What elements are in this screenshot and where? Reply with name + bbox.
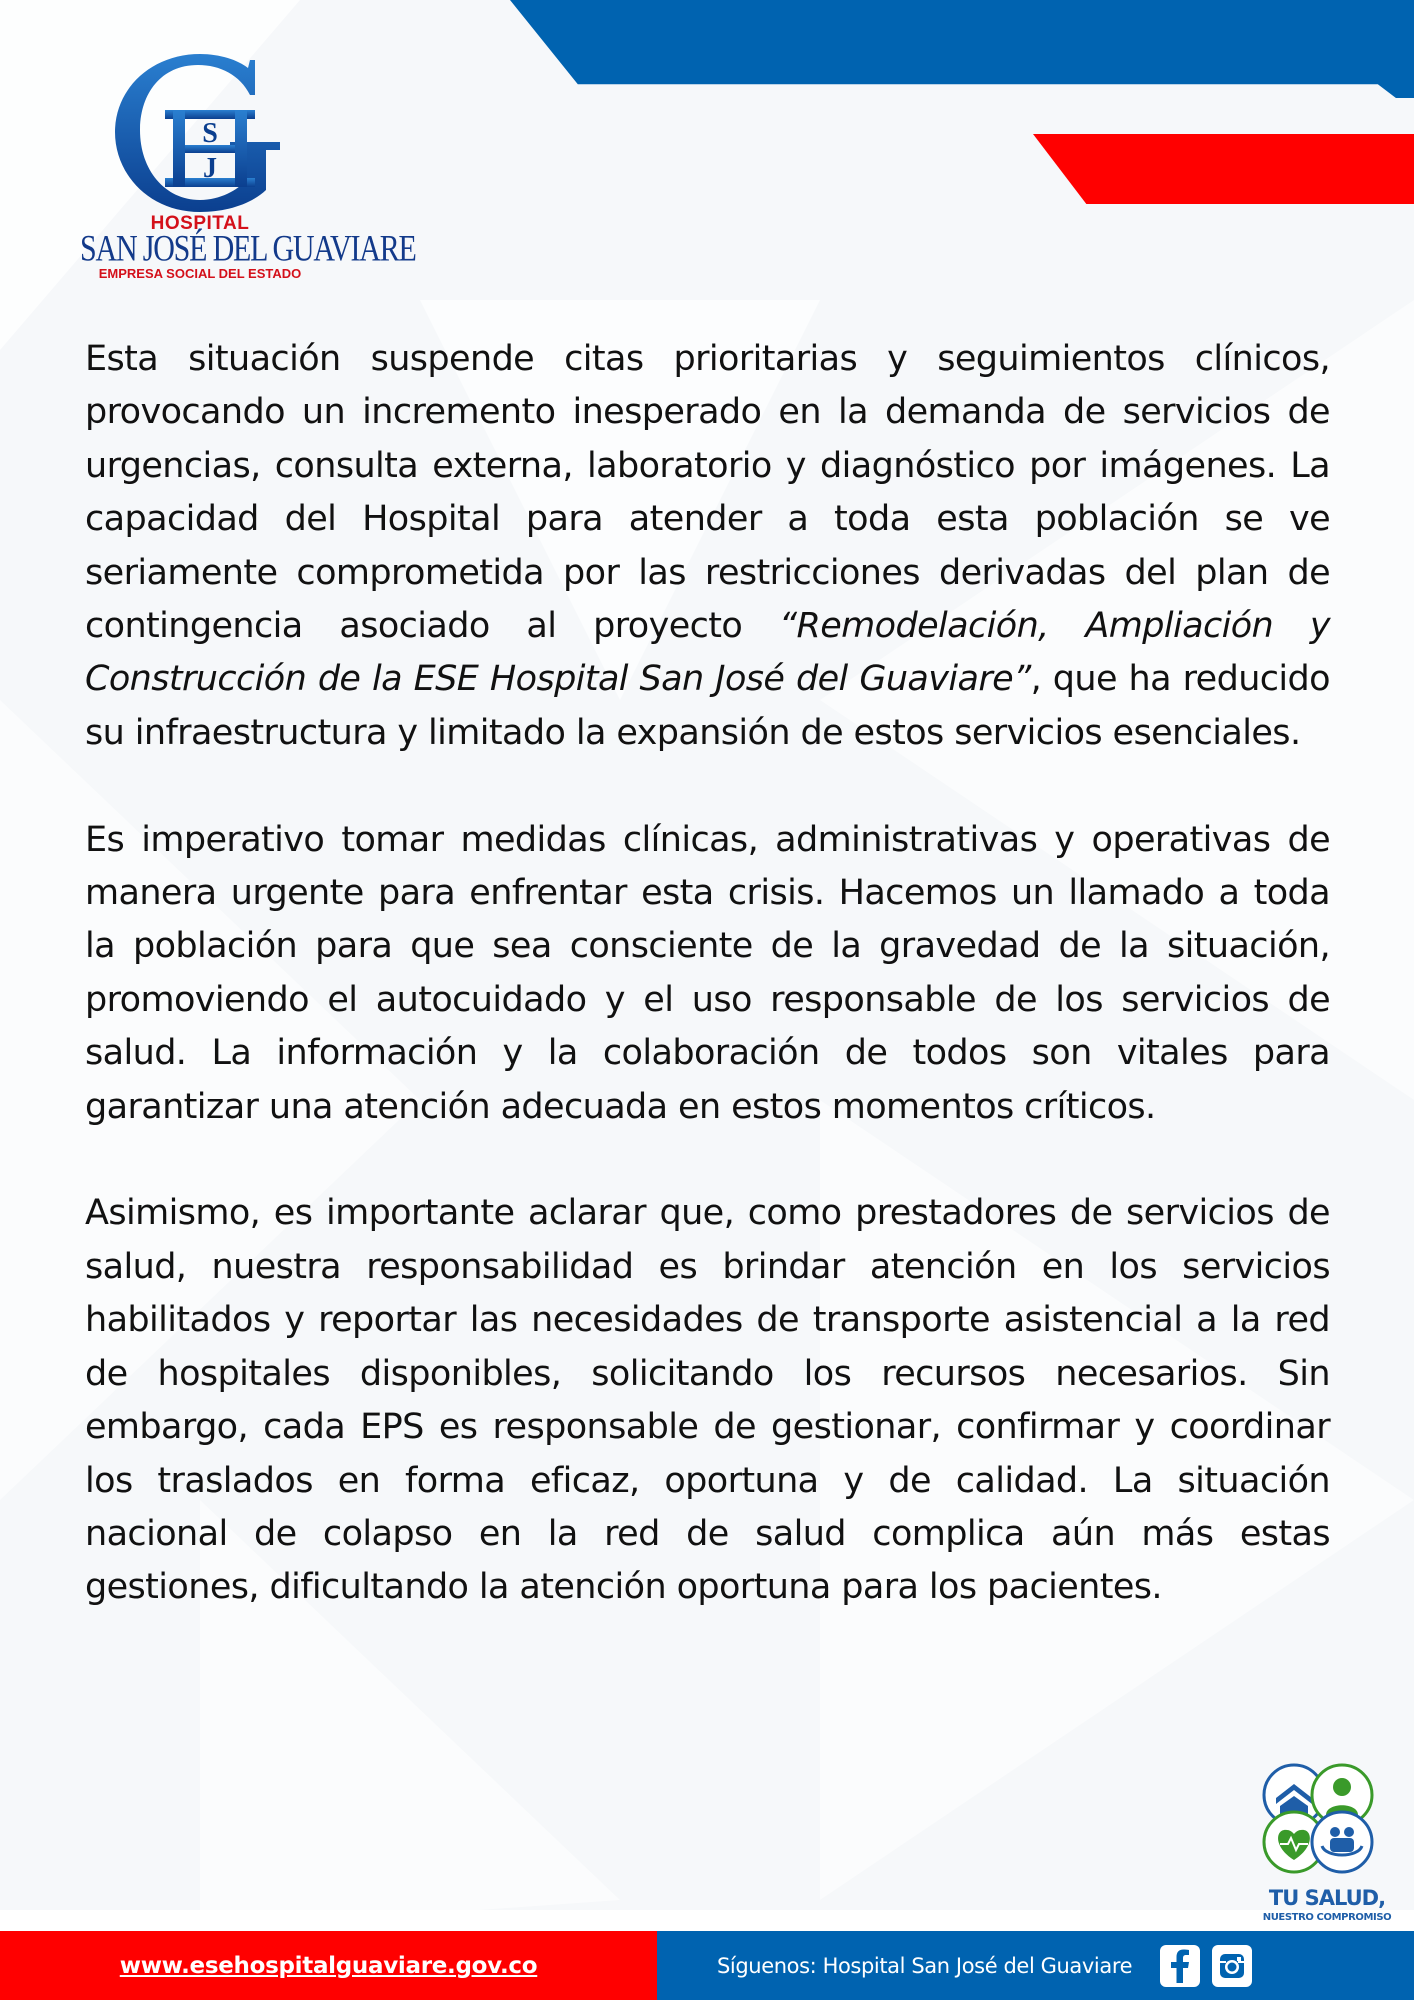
badge-title: TU SALUD,: [1268, 1886, 1386, 1910]
tu-salud-badge: [1252, 1760, 1402, 1930]
svg-text:S: S: [202, 118, 218, 149]
facebook-icon[interactable]: [1160, 1945, 1200, 1987]
document-body: [85, 333, 1330, 1668]
svg-text:J: J: [203, 153, 217, 184]
project-name-quote: “Remodelación, Ampliación y Construcción de la ESE Hospital San José del Guaviare”: [85, 606, 1330, 700]
badge-subtitle: NUESTRO COMPROMISO: [1262, 1912, 1392, 1923]
paragraph-1-intro: Esta situación suspende citas prioritarias y seguimientos clínicos, provocando un incremento inesperado en la demanda de servicios de urgencias, consulta externa, laboratorio y diagnóstico por imágenes. La capacidad del Hospital para atender a toda esta población se ve seriamente comprometida por las restricciones derivadas del plan de contingencia asociado al proyecto: [85, 339, 1330, 647]
paragraph-1-end: , que ha reducido su infraestructura y limitado la expansión de estos servicios esenciales.: [85, 659, 1330, 753]
logo-empresa-text: EMPRESA SOCIAL DEL ESTADO: [98, 266, 302, 281]
logo-name-text: SAN JOSÉ DEL GUAVIARE: [80, 228, 416, 270]
paragraph-2: Es imperativo tomar medidas clínicas, administrativas y operativas de manera urgente para enfrentar esta crisis. Hacemos un llamado a toda la población para que sea consciente de la gravedad de la situación, promoviendo el autocuidado y el uso responsable de los servicios de salud. La información y la colaboración de todos son vitales para garantizar una atención adecuada en estos momentos críticos.: [85, 819, 1330, 1127]
hsjg-monogram-icon: [80, 50, 320, 220]
hospital-logo: [80, 50, 416, 290]
family-care-icon: [1312, 1812, 1372, 1872]
footer: [0, 1931, 1414, 2000]
header-blue-band: [510, 0, 1414, 98]
social-links: [1160, 1945, 1252, 1987]
instagram-icon[interactable]: [1212, 1945, 1252, 1987]
website-link[interactable]: www.esehospitalguaviare.gov.co: [119, 1952, 538, 1979]
follow-us-text: Síguenos: Hospital San José del Guaviare: [717, 1953, 1133, 1978]
paragraph-3: Asimismo, es importante aclarar que, como prestadores de servicios de salud, nuestra responsabilidad es brindar atención en los servicios habilitados y reportar las necesidades de transporte asistencial a la red de hospitales disponibles, solicitando los recursos necesarios. Sin embargo, cada EPS es responsable de gestionar, confirmar y coordinar los traslados en forma eficaz, oportuna y de calidad. La situación nacional de colapso en la red de salud complica aún más estas gestiones, dificultando la atención oportuna para los pacientes.: [85, 1193, 1330, 1608]
paragraph-1: [85, 333, 1330, 760]
header-red-band: [1033, 134, 1414, 204]
footer-website-section: [0, 1931, 657, 2000]
footer-social-section: [657, 1931, 1414, 2000]
logo-hospital-text: HOSPITAL: [150, 213, 250, 234]
